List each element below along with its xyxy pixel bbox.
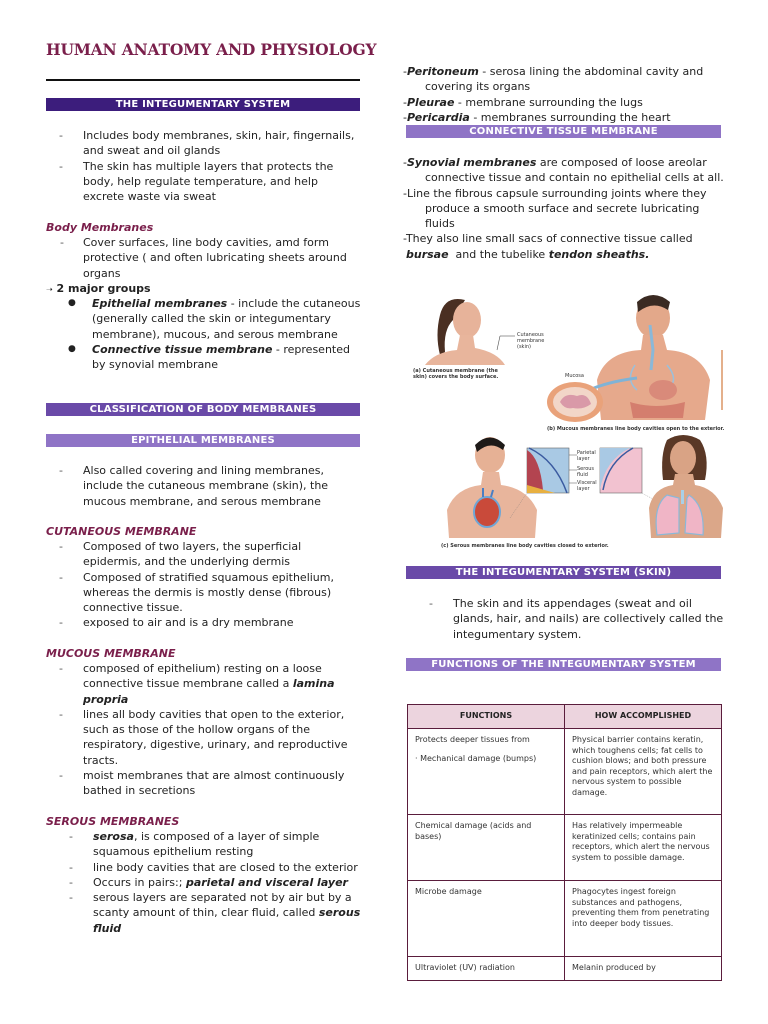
serous-examples xyxy=(403,64,725,125)
label-serous-fluid: Serous fluid xyxy=(577,466,595,478)
caption-c: (c) Serous membranes line body cavities closed to exterior. xyxy=(441,543,609,549)
section-header-connective: CONNECTIVE TISSUE MEMBRANE xyxy=(406,125,721,138)
table-row xyxy=(408,881,722,957)
table-cell-function: Protects deeper tissues from · Mechanical damage (bumps) xyxy=(408,729,565,815)
example-pericardia: -Pericardia - membranes surrounding the heart xyxy=(403,110,671,124)
body-membranes-heading: Body Membranes xyxy=(46,221,154,234)
list-item: - line body cavities that are closed to the exterior xyxy=(69,860,358,874)
list-item: - Includes body membranes, skin, hair, fingernails, and sweat and oil glands xyxy=(59,129,355,158)
man-mucous-illustration xyxy=(547,295,723,422)
caption-b: (b) Mucous membranes line body cavities open to the exterior. xyxy=(547,426,725,432)
arrow-icon: ➝ xyxy=(46,285,53,294)
bullet-icon: ● xyxy=(68,298,76,308)
functions-table xyxy=(407,704,722,981)
label-visceral: Visceral layer xyxy=(577,480,597,492)
table-cell-how: Phagocytes ingest foreign substances and pathogens, preventing them from penetrating into deeper body tissues. xyxy=(565,881,722,957)
table-cell-function: Chemical damage (acids and bases) xyxy=(408,815,565,881)
table-row xyxy=(408,729,722,815)
intro-list xyxy=(46,128,362,204)
list-item: - The skin and its appendages (sweat and oil glands, hair, and nails) are collectively called the integumentary system. xyxy=(429,597,724,641)
section-header-skin: THE INTEGUMENTARY SYSTEM (SKIN) xyxy=(406,566,721,579)
table-cell-how: Has relatively impermeable keratinized cells; contains pain receptors, which alert the nervous system to possible damage. xyxy=(565,815,722,881)
body-membranes-figure xyxy=(405,290,727,552)
table-header-row xyxy=(408,705,722,729)
table-row xyxy=(408,957,722,981)
table-cell-function: Ultraviolet (UV) radiation xyxy=(408,957,565,981)
label-mucosa: Mucosa xyxy=(565,373,584,379)
list-item: - Composed of stratified squamous epithelium, whereas the dermis is mostly dense (fibrous) connective tissue. xyxy=(59,570,334,615)
list-item: - The skin has multiple layers that protects the body, help regulate temperature, and help excrete waste via sweat xyxy=(59,159,334,204)
woman-cutaneous-illustration xyxy=(425,299,515,365)
table-row xyxy=(408,815,722,881)
label-parietal: Parietal layer xyxy=(577,450,596,462)
section-header-integumentary: THE INTEGUMENTARY SYSTEM xyxy=(46,98,360,111)
list-item: - serous layers are separated not by air but by a scanty amount of thin, clear fluid, called serous fluid xyxy=(69,891,361,935)
section-header-classification: CLASSIFICATION OF BODY MEMBRANES xyxy=(46,403,360,416)
list-item: ● Epithelial membranes - include the cutaneous (generally called the skin or integumentary membrane), mucous, and serous membrane xyxy=(68,297,361,341)
label-cutaneous: Cutaneous membrane (skin) xyxy=(517,332,545,350)
list-item: - Also called covering and lining membranes, include the cutaneous membrane (skin), the mucous membrane, and serous membrane xyxy=(59,464,329,508)
membranes-illustration xyxy=(405,290,727,552)
list-item: - composed of epithelium) resting on a loose connective tissue membrane called a lamina propria xyxy=(59,662,335,706)
mucous-heading: MUCOUS MEMBRANE xyxy=(46,647,176,660)
cutaneous-heading: CUTANEOUS MEMBRANE xyxy=(46,525,197,538)
major-groups-list xyxy=(46,296,362,372)
list-item: - Occurs in pairs:; parietal and visceral layer xyxy=(69,875,348,889)
mucous-list xyxy=(46,661,362,799)
synovial-text: -Synovial membranes are composed of loose areolar connective tissue and contain no epithelial cells at all. -Line the fibrous capsule surrounding joints where they produce a smooth surface and secrete lubricating fluids -They also line small sacs of connective tissue called bursae and the tubelike tendon sheaths. xyxy=(403,156,724,261)
bullet-icon: ● xyxy=(68,343,76,354)
list-item: ● Connective tissue membrane - represented by synovial membrane xyxy=(68,342,350,372)
caption-a: (a) Cutaneous membrane (the skin) covers the body surface. xyxy=(413,368,499,380)
section-header-epithelial: EPITHELIAL MEMBRANES xyxy=(46,434,360,447)
body-membranes-bullet: - Cover surfaces, line body cavities, amd form protective ( and often lubricating sheets around organs xyxy=(60,236,347,280)
example-pleurae: -Pleurae - membrane surrounding the lugs xyxy=(403,95,643,109)
serous-heading: SEROUS MEMBRANES xyxy=(46,815,180,828)
section-header-functions: FUNCTIONS OF THE INTEGUMENTARY SYSTEM xyxy=(406,658,721,671)
table-cell-how: Melanin produced by xyxy=(565,957,722,981)
example-peritoneum: -Peritoneum - serosa lining the abdominal cavity and covering its organs xyxy=(403,65,704,94)
document-title: HUMAN ANATOMY AND PHYSIOLOGY xyxy=(46,40,377,59)
list-item: - serosa, is composed of a layer of simple squamous epithelium resting xyxy=(69,830,320,859)
column-header-functions: FUNCTIONS xyxy=(408,705,565,729)
list-item: - moist membranes that are almost continuously bathed in secretions xyxy=(59,769,345,798)
man-heart-illustration xyxy=(447,437,537,538)
serous-list xyxy=(56,829,362,936)
woman-lungs-illustration xyxy=(649,435,723,538)
major-groups-label: ➝ 2 major groups xyxy=(46,282,151,295)
list-item: - exposed to air and is a dry membrane xyxy=(59,616,294,630)
column-header-how: HOW ACCOMPLISHED xyxy=(565,705,722,729)
list-item: - lines all body cavities that open to the exterior, such as those of the hollow organs of the respiratory, digestive, urinary, and reproductive tracts. xyxy=(59,707,348,767)
cutaneous-list xyxy=(46,539,362,631)
list-item: - Composed of two layers, the superficial epidermis, and the underlying dermis xyxy=(59,540,302,569)
table-cell-function: Microbe damage xyxy=(408,881,565,957)
skin-list xyxy=(416,596,726,642)
table-cell-how: Physical barrier contains keratin, which toughens cells; fat cells to cushion blows; and both pressure and pain receptors, which alert the nervous system to possible damage. xyxy=(565,729,722,815)
epithelial-list xyxy=(46,463,362,509)
title-divider xyxy=(46,79,360,81)
